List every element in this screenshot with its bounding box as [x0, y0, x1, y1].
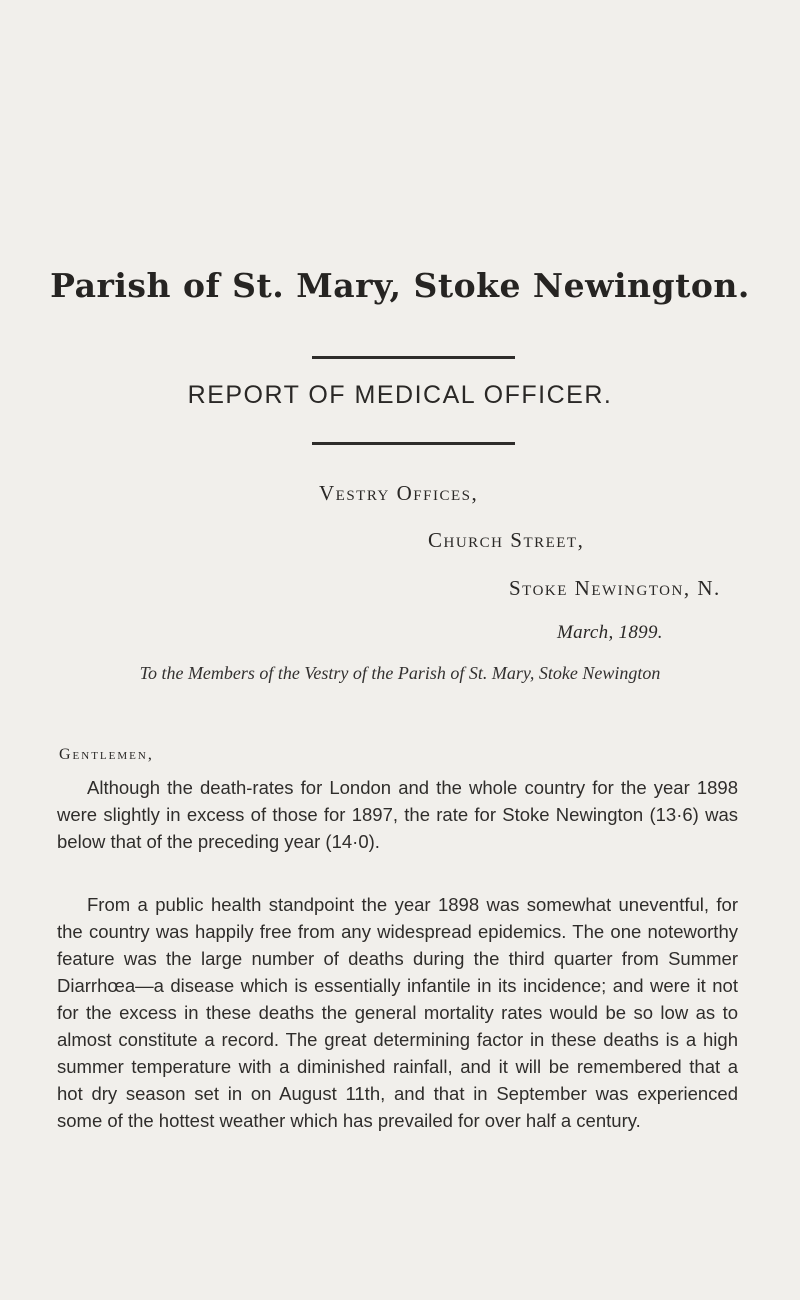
- document-title: Parish of St. Mary, Stoke Newington.: [50, 266, 750, 305]
- address-line-2: Church Street,: [428, 528, 585, 552]
- salutation: Gentlemen,: [59, 746, 154, 763]
- report-subtitle: REPORT OF MEDICAL OFFICER.: [187, 381, 613, 409]
- address-line-3: Stoke Newington, N.: [509, 576, 721, 600]
- address-line-1: Vestry Offices,: [319, 481, 479, 505]
- title-divider-bottom: [312, 442, 515, 445]
- addressee: To the Members of the Vestry of the Parish of St. Mary, Stoke Newington: [139, 663, 661, 683]
- letter-date: March, 1899.: [557, 622, 663, 643]
- body-paragraph-2: From a public health standpoint the year 1898 was somewhat uneventful, for the country was happily free from any widespread epidemics. The one noteworthy feature was the large number of deaths during the third quarter from Summer Diarrhœa—a disease which is essentially infantile in its incidence; and were it not for the excess in these deaths the general mortality rates would be so low as to almost constitute a record. The great determining factor in these deaths is a high summer temperature with a diminished rainfall, and it will be remembered that a hot dry season set in on August 11th, and that in September was experienced some of the hottest weather which has prevailed for over half a century.: [57, 894, 738, 1131]
- title-divider-top: [312, 356, 515, 359]
- body-paragraph-1: Although the death-rates for London and the whole country for the year 1898 were slightly in excess of those for 1897, the rate for Stoke Newington (13·6) was below that of the preceding year (14·0).: [57, 777, 738, 852]
